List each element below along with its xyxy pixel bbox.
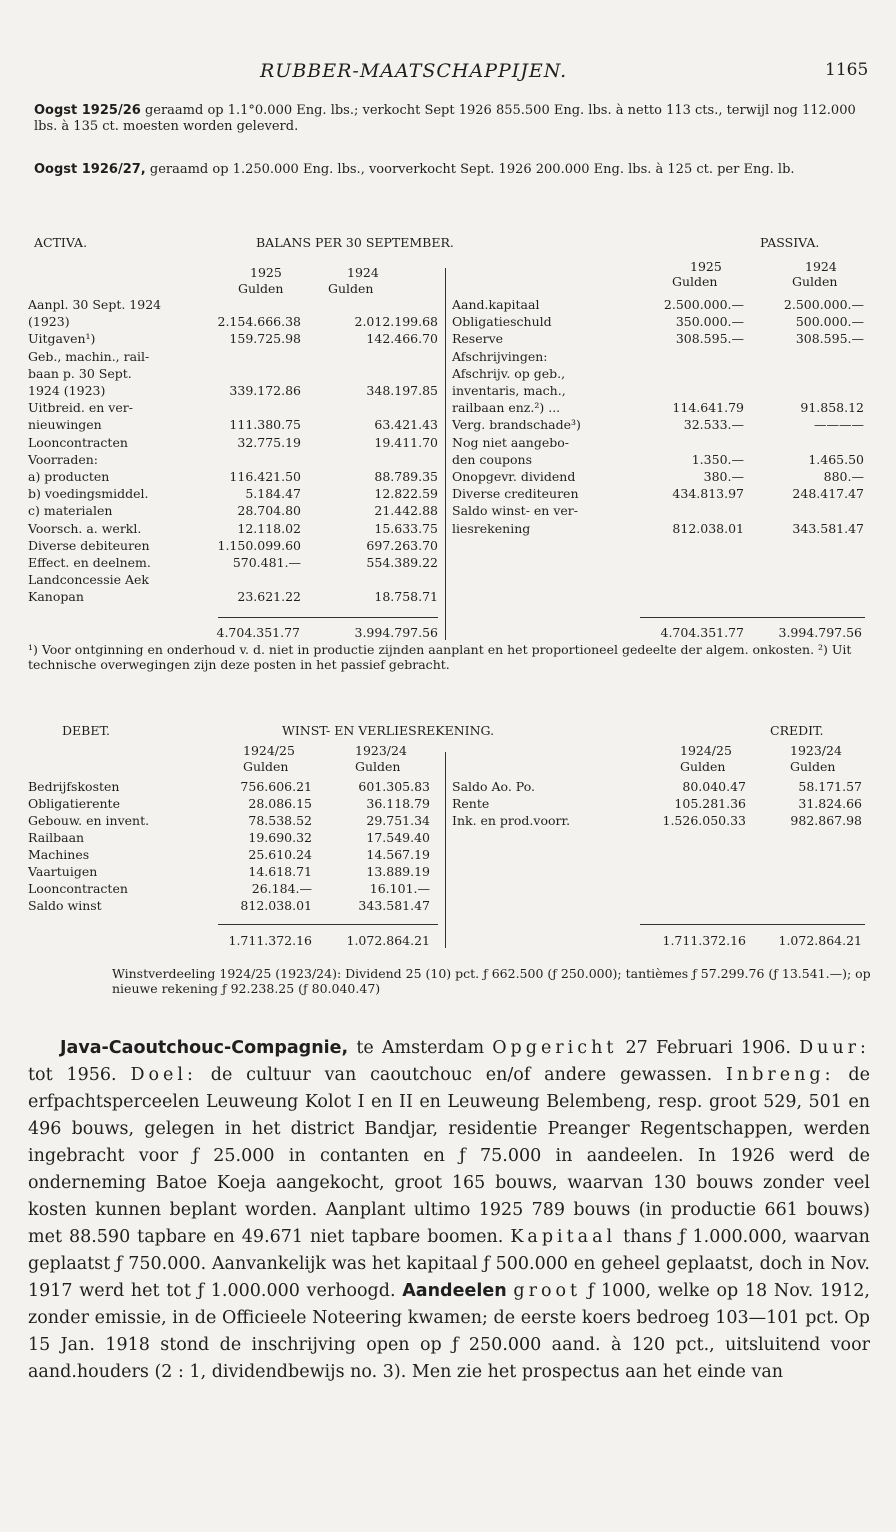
activa-row-value-2: 142.466.70: [366, 331, 438, 347]
passiva-row-value-2: 91.858.12: [800, 400, 864, 416]
debet-row-value-2: 29.751.34: [366, 813, 430, 828]
pl-left-heading: DEBET.: [62, 723, 110, 738]
activa-row-label: Voorraden:: [28, 451, 98, 467]
passiva-row-value-2: 1.465.50: [808, 451, 864, 467]
pl-divider: [445, 752, 446, 948]
debet-row-value-2: 343.581.47: [358, 898, 430, 913]
company-description: [28, 1035, 870, 1386]
purpose-value: de cultuur van caoutchouc en/of andere gewassen.: [210, 1065, 713, 1085]
activa-row-value-2: 88.789.35: [374, 469, 438, 484]
capital-label: Kapitaal: [510, 1227, 617, 1247]
activa-row-value-2: 697.263.70: [366, 537, 438, 553]
founded-label: Opgericht: [492, 1038, 618, 1058]
pl-right-heading: CREDIT.: [770, 723, 824, 738]
contribution-label: Inbreng:: [726, 1065, 835, 1085]
balance-total-right-1: 4.704.351.77: [660, 625, 744, 640]
activa-row-label: b) voedingsmiddel.: [28, 486, 149, 502]
activa-row-value-2: 63.421.43: [374, 417, 438, 433]
passiva-row-label: Reserve: [452, 331, 504, 347]
passiva-row-label: Nog niet aangebo-: [452, 434, 569, 450]
passiva-row-value-1: 434.813.97: [672, 486, 744, 502]
balance-title: BALANS PER 30 SEPTEMBER.: [256, 235, 454, 250]
credit-row-value-2: 31.824.66: [798, 796, 862, 811]
credit-row-label: Ink. en prod.voorr.: [452, 813, 571, 828]
debet-row-label: Machines: [28, 847, 90, 862]
activa-row-value-1: 2.154.666.38: [217, 314, 301, 330]
debet-row-label: Bedrijfskosten: [28, 779, 120, 794]
balance-left-unit-2: Gulden: [328, 281, 374, 296]
balance-right-year-2: 1924: [805, 259, 837, 274]
passiva-row-value-1: 32.533.—: [683, 417, 744, 433]
passiva-row-value-2: ————: [814, 417, 864, 433]
activa-row-label: (1923): [28, 314, 70, 330]
pl-right-unit-1: Gulden: [680, 759, 726, 774]
passiva-row-label: Onopgevr. dividend: [452, 469, 576, 484]
pl-right-year-2: 1923/24: [790, 743, 842, 758]
activa-row-value-1: 159.725.98: [229, 331, 301, 347]
balance-right-year-1: 1925: [690, 259, 722, 274]
pl-right-unit-2: Gulden: [790, 759, 836, 774]
page-header: [0, 60, 896, 88]
debet-row-value-1: 756.606.21: [240, 779, 312, 794]
activa-row-value-1: 32.775.19: [237, 434, 301, 450]
debet-row-value-1: 812.038.01: [240, 898, 312, 913]
pl-total-right-1: 1.711.372.16: [662, 933, 746, 948]
activa-row-value-1: 339.172.86: [229, 383, 301, 398]
balance-left-heading: ACTIVA.: [34, 235, 88, 250]
credit-row-value-1: 80.040.47: [682, 779, 746, 794]
debet-row-value-1: 78.538.52: [248, 813, 312, 828]
passiva-row-value-1: 1.350.—: [691, 451, 744, 467]
pl-left-year-1: 1924/25: [243, 743, 295, 758]
activa-row-label: nieuwingen: [28, 417, 102, 433]
activa-row-label: baan p. 30 Sept.: [28, 365, 132, 381]
debet-row-value-2: 16.101.—: [369, 881, 430, 896]
credit-row-value-1: 1.526.050.33: [662, 813, 746, 828]
credit-row-value-1: 105.281.36: [674, 796, 746, 811]
balance-right-unit-2: Gulden: [792, 274, 838, 289]
activa-row-value-2: 19.411.70: [374, 434, 438, 450]
passiva-row-label: Afschrijvingen:: [452, 348, 548, 364]
activa-row-value-1: 12.118.02: [237, 520, 301, 536]
activa-row-label: Geb., machin., rail-: [28, 348, 150, 364]
purpose-label: Doel:: [130, 1065, 197, 1085]
pl-title: WINST- EN VERLIESREKENING.: [282, 723, 495, 738]
debet-row-value-2: 17.549.40: [366, 830, 430, 845]
passiva-row-value-1: 812.038.01: [672, 520, 744, 536]
balance-right-heading: PASSIVA.: [760, 235, 820, 250]
balance-left-year-2: 1924: [347, 265, 379, 280]
activa-row-value-1: 23.621.22: [237, 589, 301, 605]
activa-row-value-2: 2.012.199.68: [354, 314, 438, 330]
activa-row-label: Voorsch. a. werkl.: [28, 520, 142, 536]
passiva-row-label: Saldo winst- en ver-: [452, 503, 578, 519]
harvest-1925-label: Oogst 1925/26: [34, 103, 141, 118]
activa-row-value-1: 116.421.50: [229, 469, 301, 484]
shares-text: ƒ 1000, welke op 18 Nov. 1912, zonder emissie, in de Officieele Noteering kwamen; de eerste koers bedroeg 103—101 pct. Op 15 Jan. 1918 stond de inschrijving open op ƒ 250.000 aand. à 120 pct., uitsluitend voor aand.houders (2 : 1, dividendbewijs no. 3). Men zie het prospectus aan het einde van: [28, 1281, 870, 1382]
balance-right-rule: [640, 617, 865, 618]
debet-row-label: Railbaan: [28, 830, 85, 845]
activa-row-label: 1924 (1923): [28, 383, 106, 398]
pl-total-right-2: 1.072.864.21: [778, 933, 862, 948]
passiva-row-value-1: 380.—: [703, 469, 744, 484]
debet-row-value-1: 28.086.15: [248, 796, 312, 811]
balance-left-rule: [218, 617, 438, 618]
shares-groot: groot: [513, 1281, 582, 1301]
pl-total-left-2: 1.072.864.21: [346, 933, 430, 948]
activa-row-value-1: 1.150.099.60: [217, 537, 301, 553]
passiva-row-label: Diverse crediteuren: [452, 486, 579, 502]
passiva-row-value-2: 308.595.—: [795, 331, 864, 347]
pl-left-year-2: 1923/24: [355, 743, 407, 758]
founded-date: 27 Februari 1906.: [625, 1038, 791, 1058]
page-number: 1165: [825, 60, 869, 80]
passiva-row-label: den coupons: [452, 451, 532, 467]
activa-row-value-2: 348.197.85: [366, 383, 438, 398]
passiva-row-label: Obligatieschuld: [452, 314, 552, 330]
activa-row-label: Uitbreid. en ver-: [28, 400, 133, 416]
passiva-row-label: inventaris, mach.,: [452, 383, 566, 398]
duration-label: Duur:: [799, 1038, 870, 1058]
activa-row-value-2: 21.442.88: [374, 503, 438, 519]
passiva-row-value-2: 343.581.47: [792, 520, 864, 536]
contribution-text: de erfpachtsperceelen Leuweung Kolot I en II en Leuweung Belembeng, resp. groot 529, 501 en 496 bouws, gelegen in het district Bandjar, residentie Preanger Regentschappen, werden ingebracht voor ƒ 25.000 in contanten en ƒ 75.000 in aandeelen. In 1926 werd de onderneming Batoe Koeja aangekocht, groot 165 bouws, waarvan 130 bouws zonder veel kosten kunnen beplant worden. Aanplant ultimo 1925 789 bouws (in productie 661 bouws) met 88.590 tapbare en 49.671 niet tapbare boomen.: [28, 1065, 870, 1247]
activa-row-value-1: 28.704.80: [237, 503, 301, 519]
company-location: te Amsterdam: [356, 1038, 485, 1058]
activa-row-value-2: 18.758.71: [374, 589, 438, 605]
shares-label: Aandeelen: [402, 1281, 507, 1301]
debet-row-value-1: 14.618.71: [248, 864, 312, 879]
pl-right-year-1: 1924/25: [680, 743, 732, 758]
pl-left-unit-2: Gulden: [355, 759, 401, 774]
passiva-row-value-1: 114.641.79: [672, 400, 744, 416]
credit-row-value-2: 982.867.98: [790, 813, 862, 828]
running-title: RUBBER-MAATSCHAPPIJEN.: [260, 60, 568, 82]
debet-row-value-1: 19.690.32: [248, 830, 312, 845]
pl-total-left-1: 1.711.372.16: [228, 933, 312, 948]
passiva-row-label: Verg. brandschade³): [452, 417, 581, 433]
passiva-row-label: railbaan enz.²) ...: [452, 400, 561, 416]
duration-value: tot 1956.: [28, 1065, 117, 1085]
debet-row-value-2: 14.567.19: [366, 847, 430, 862]
activa-row-label: Uitgaven¹): [28, 331, 96, 347]
harvest-1925-paragraph: [34, 103, 874, 135]
debet-row-label: Gebouw. en invent.: [28, 813, 150, 828]
passiva-row-value-1: 308.595.—: [675, 331, 744, 347]
balance-divider: [445, 268, 446, 640]
profit-distribution-note: Winstverdeeling 1924/25 (1923/24): Dividend 25 (10) pct. ƒ 662.500 (ƒ 250.000); tantièmes ƒ 57.299.76 (ƒ 13.541.—); op nieuwe rekening ƒ 92.238.25 (ƒ 80.040.47): [112, 966, 871, 996]
activa-row-label: Looncontracten: [28, 434, 128, 450]
passiva-row-value-2: 2.500.000.—: [783, 297, 864, 312]
passiva-row-label: Aand.kapitaal: [452, 297, 540, 312]
company-name: Java-Caoutchouc-Compagnie,: [60, 1038, 349, 1058]
activa-row-value-1: 5.184.47: [245, 486, 301, 502]
passiva-row-value-2: 248.417.47: [792, 486, 864, 502]
activa-row-label: Effect. en deelnem.: [28, 555, 151, 570]
debet-row-label: Looncontracten: [28, 881, 128, 896]
activa-row-value-2: 15.633.75: [374, 520, 438, 536]
passiva-row-value-1: 350.000.—: [675, 314, 744, 330]
activa-row-label: c) materialen: [28, 503, 113, 519]
balance-total-right-2: 3.994.797.56: [778, 625, 862, 640]
passiva-row-label: Afschrijv. op geb.,: [452, 365, 566, 381]
activa-row-label: a) producten: [28, 469, 110, 484]
pl-right-rule: [640, 924, 865, 925]
credit-row-label: Rente: [452, 796, 490, 811]
debet-row-value-2: 601.305.83: [358, 779, 430, 794]
activa-row-label: Landconcessie Aek: [28, 572, 149, 588]
balance-left-unit-1: Gulden: [238, 281, 284, 296]
harvest-1926-paragraph: [34, 162, 874, 178]
activa-row-label: Diverse debiteuren: [28, 537, 150, 553]
passiva-row-label: liesrekening: [452, 520, 531, 536]
capital-text: thans ƒ 1.000.000, waarvan geplaatst ƒ 750.000. Aanvankelijk was het kapitaal ƒ 500.000 en geheel geplaatst, doch in Nov. 1917 werd het tot ƒ 1.000.000 verhoogd.: [28, 1227, 870, 1301]
balance-total-left-1: 4.704.351.77: [216, 625, 300, 640]
debet-row-label: Obligatierente: [28, 796, 120, 811]
passiva-row-value-1: 2.500.000.—: [663, 297, 744, 312]
harvest-1926-label: Oogst 1926/27,: [34, 162, 146, 177]
credit-row-label: Saldo Ao. Po.: [452, 779, 535, 794]
activa-row-value-2: 12.822.59: [374, 486, 438, 502]
activa-row-label: Aanpl. 30 Sept. 1924: [28, 297, 162, 312]
harvest-1926-text: geraamd op 1.250.000 Eng. lbs., voorverkocht Sept. 1926 200.000 Eng. lbs. à 125 ct. per Eng. lb.: [149, 162, 795, 177]
debet-row-value-1: 25.610.24: [248, 847, 312, 862]
activa-row-label: Kanopan: [28, 589, 84, 605]
activa-row-value-1: 111.380.75: [229, 417, 301, 433]
balance-footnote: ¹) Voor ontginning en onderhoud v. d. niet in productie zijnden aanplant en het proportioneel gedeelte der algem. onkosten. ²) Uit technische overwegingen zijn deze posten in het passief gebracht.: [28, 642, 852, 672]
debet-row-label: Saldo winst: [28, 898, 102, 913]
balance-left-year-1: 1925: [250, 265, 282, 280]
activa-row-value-2: 554.389.22: [366, 555, 438, 570]
debet-row-value-2: 13.889.19: [366, 864, 430, 879]
pl-left-rule: [218, 924, 438, 925]
harvest-1925-text: geraamd op 1.1°0.000 Eng. lbs.; verkocht Sept 1926 855.500 Eng. lbs. à netto 113 cts., terwijl nog 112.000 lbs. à 135 ct. moesten worden geleverd.: [34, 103, 856, 134]
debet-row-value-1: 26.184.—: [251, 881, 312, 896]
debet-row-label: Vaartuigen: [28, 864, 98, 879]
debet-row-value-2: 36.118.79: [366, 796, 430, 811]
pl-left-unit-1: Gulden: [243, 759, 289, 774]
credit-row-value-2: 58.171.57: [798, 779, 862, 794]
balance-right-unit-1: Gulden: [672, 274, 718, 289]
balance-total-left-2: 3.994.797.56: [354, 625, 438, 640]
activa-row-value-1: 570.481.—: [232, 555, 301, 570]
passiva-row-value-2: 880.—: [823, 469, 864, 484]
passiva-row-value-2: 500.000.—: [795, 314, 864, 330]
